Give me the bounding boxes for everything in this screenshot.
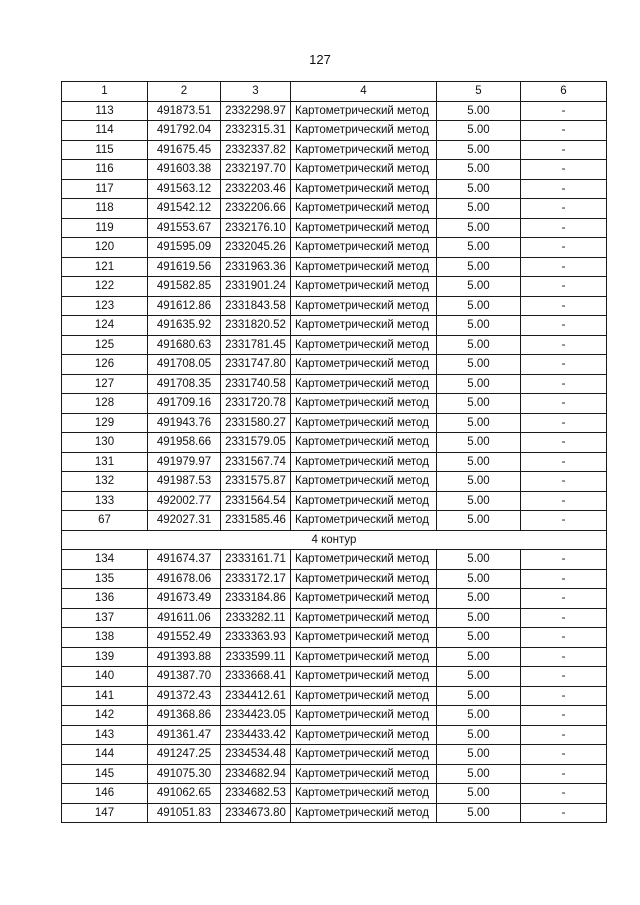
table-row bbox=[62, 452, 607, 472]
column-header-5: 5 bbox=[437, 82, 521, 102]
x-coordinate-cell: 491247.25 bbox=[148, 745, 221, 765]
y-coordinate-cell: 2332176.10 bbox=[221, 218, 291, 238]
point-number-cell: 133 bbox=[62, 491, 148, 511]
table-row bbox=[62, 374, 607, 394]
method-cell: Картометрический метод bbox=[291, 433, 437, 453]
x-coordinate-cell: 491680.63 bbox=[148, 335, 221, 355]
x-coordinate-cell: 491943.76 bbox=[148, 413, 221, 433]
table-row bbox=[62, 218, 607, 238]
x-coordinate-cell: 492027.31 bbox=[148, 511, 221, 531]
table-row bbox=[62, 140, 607, 160]
y-coordinate-cell: 2331781.45 bbox=[221, 335, 291, 355]
x-coordinate-cell: 491708.35 bbox=[148, 374, 221, 394]
x-coordinate-cell: 491553.67 bbox=[148, 218, 221, 238]
table-row bbox=[62, 257, 607, 277]
note-cell: - bbox=[521, 784, 607, 804]
method-cell: Картометрический метод bbox=[291, 257, 437, 277]
table-row bbox=[62, 277, 607, 297]
x-coordinate-cell: 491075.30 bbox=[148, 764, 221, 784]
accuracy-cell: 5.00 bbox=[437, 452, 521, 472]
y-coordinate-cell: 2334682.53 bbox=[221, 784, 291, 804]
point-number-cell: 118 bbox=[62, 199, 148, 219]
point-number-cell: 121 bbox=[62, 257, 148, 277]
y-coordinate-cell: 2331580.27 bbox=[221, 413, 291, 433]
point-number-cell: 120 bbox=[62, 238, 148, 258]
point-number-cell: 115 bbox=[62, 140, 148, 160]
point-number-cell: 135 bbox=[62, 569, 148, 589]
method-cell: Картометрический метод bbox=[291, 550, 437, 570]
note-cell: - bbox=[521, 296, 607, 316]
x-coordinate-cell: 491062.65 bbox=[148, 784, 221, 804]
accuracy-cell: 5.00 bbox=[437, 160, 521, 180]
note-cell: - bbox=[521, 433, 607, 453]
y-coordinate-cell: 2334423.05 bbox=[221, 706, 291, 726]
y-coordinate-cell: 2331747.80 bbox=[221, 355, 291, 375]
note-cell: - bbox=[521, 413, 607, 433]
x-coordinate-cell: 491563.12 bbox=[148, 179, 221, 199]
table-row bbox=[62, 686, 607, 706]
y-coordinate-cell: 2332203.46 bbox=[221, 179, 291, 199]
y-coordinate-cell: 2331579.05 bbox=[221, 433, 291, 453]
column-header-3: 3 bbox=[221, 82, 291, 102]
point-number-cell: 124 bbox=[62, 316, 148, 336]
y-coordinate-cell: 2331575.87 bbox=[221, 472, 291, 492]
point-number-cell: 127 bbox=[62, 374, 148, 394]
table-row bbox=[62, 433, 607, 453]
accuracy-cell: 5.00 bbox=[437, 374, 521, 394]
x-coordinate-cell: 491368.86 bbox=[148, 706, 221, 726]
x-coordinate-cell: 492002.77 bbox=[148, 491, 221, 511]
note-cell: - bbox=[521, 472, 607, 492]
table-row bbox=[62, 413, 607, 433]
column-header-1: 1 bbox=[62, 82, 148, 102]
y-coordinate-cell: 2334412.61 bbox=[221, 686, 291, 706]
accuracy-cell: 5.00 bbox=[437, 296, 521, 316]
x-coordinate-cell: 491678.06 bbox=[148, 569, 221, 589]
method-cell: Картометрический метод bbox=[291, 569, 437, 589]
x-coordinate-cell: 491595.09 bbox=[148, 238, 221, 258]
y-coordinate-cell: 2331740.58 bbox=[221, 374, 291, 394]
method-cell: Картометрический метод bbox=[291, 803, 437, 823]
point-number-cell: 138 bbox=[62, 628, 148, 648]
table-row bbox=[62, 784, 607, 804]
note-cell: - bbox=[521, 608, 607, 628]
method-cell: Картометрический метод bbox=[291, 764, 437, 784]
note-cell: - bbox=[521, 121, 607, 141]
point-number-cell: 116 bbox=[62, 160, 148, 180]
table-row bbox=[62, 511, 607, 531]
accuracy-cell: 5.00 bbox=[437, 277, 521, 297]
table-row bbox=[62, 121, 607, 141]
accuracy-cell: 5.00 bbox=[437, 803, 521, 823]
point-number-cell: 125 bbox=[62, 335, 148, 355]
note-cell: - bbox=[521, 355, 607, 375]
x-coordinate-cell: 491675.45 bbox=[148, 140, 221, 160]
point-number-cell: 145 bbox=[62, 764, 148, 784]
point-number-cell: 136 bbox=[62, 589, 148, 609]
table-row bbox=[62, 394, 607, 414]
x-coordinate-cell: 491361.47 bbox=[148, 725, 221, 745]
column-header-6: 6 bbox=[521, 82, 607, 102]
table-row bbox=[62, 589, 607, 609]
table-row bbox=[62, 296, 607, 316]
x-coordinate-cell: 491393.88 bbox=[148, 647, 221, 667]
note-cell: - bbox=[521, 764, 607, 784]
note-cell: - bbox=[521, 628, 607, 648]
y-coordinate-cell: 2333282.11 bbox=[221, 608, 291, 628]
point-number-cell: 139 bbox=[62, 647, 148, 667]
y-coordinate-cell: 2331585.46 bbox=[221, 511, 291, 531]
note-cell: - bbox=[521, 667, 607, 687]
note-cell: - bbox=[521, 589, 607, 609]
method-cell: Картометрический метод bbox=[291, 101, 437, 121]
accuracy-cell: 5.00 bbox=[437, 608, 521, 628]
note-cell: - bbox=[521, 277, 607, 297]
table-header-row bbox=[62, 82, 607, 102]
table-row bbox=[62, 628, 607, 648]
table-row bbox=[62, 238, 607, 258]
x-coordinate-cell: 491603.38 bbox=[148, 160, 221, 180]
note-cell: - bbox=[521, 218, 607, 238]
point-number-cell: 113 bbox=[62, 101, 148, 121]
x-coordinate-cell: 491372.43 bbox=[148, 686, 221, 706]
note-cell: - bbox=[521, 647, 607, 667]
accuracy-cell: 5.00 bbox=[437, 706, 521, 726]
table-row bbox=[62, 764, 607, 784]
method-cell: Картометрический метод bbox=[291, 140, 437, 160]
table-row bbox=[62, 745, 607, 765]
method-cell: Картометрический метод bbox=[291, 784, 437, 804]
note-cell: - bbox=[521, 452, 607, 472]
note-cell: - bbox=[521, 745, 607, 765]
point-number-cell: 119 bbox=[62, 218, 148, 238]
page-number: 127 bbox=[309, 52, 331, 67]
y-coordinate-cell: 2332315.31 bbox=[221, 121, 291, 141]
method-cell: Картометрический метод bbox=[291, 199, 437, 219]
note-cell: - bbox=[521, 394, 607, 414]
point-number-cell: 146 bbox=[62, 784, 148, 804]
method-cell: Картометрический метод bbox=[291, 316, 437, 336]
y-coordinate-cell: 2333172.17 bbox=[221, 569, 291, 589]
point-number-cell: 142 bbox=[62, 706, 148, 726]
accuracy-cell: 5.00 bbox=[437, 316, 521, 336]
method-cell: Картометрический метод bbox=[291, 725, 437, 745]
table-row bbox=[62, 316, 607, 336]
x-coordinate-cell: 491542.12 bbox=[148, 199, 221, 219]
point-number-cell: 131 bbox=[62, 452, 148, 472]
note-cell: - bbox=[521, 374, 607, 394]
x-coordinate-cell: 491987.53 bbox=[148, 472, 221, 492]
y-coordinate-cell: 2334433.42 bbox=[221, 725, 291, 745]
column-header-4: 4 bbox=[291, 82, 437, 102]
x-coordinate-cell: 491709.16 bbox=[148, 394, 221, 414]
section-row bbox=[62, 530, 607, 550]
accuracy-cell: 5.00 bbox=[437, 511, 521, 531]
column-header-2: 2 bbox=[148, 82, 221, 102]
note-cell: - bbox=[521, 491, 607, 511]
accuracy-cell: 5.00 bbox=[437, 101, 521, 121]
note-cell: - bbox=[521, 160, 607, 180]
accuracy-cell: 5.00 bbox=[437, 667, 521, 687]
note-cell: - bbox=[521, 335, 607, 355]
note-cell: - bbox=[521, 550, 607, 570]
accuracy-cell: 5.00 bbox=[437, 238, 521, 258]
y-coordinate-cell: 2333184.86 bbox=[221, 589, 291, 609]
point-number-cell: 114 bbox=[62, 121, 148, 141]
method-cell: Картометрический метод bbox=[291, 179, 437, 199]
x-coordinate-cell: 491612.86 bbox=[148, 296, 221, 316]
note-cell: - bbox=[521, 238, 607, 258]
table-row bbox=[62, 160, 607, 180]
x-coordinate-cell: 491873.51 bbox=[148, 101, 221, 121]
accuracy-cell: 5.00 bbox=[437, 121, 521, 141]
point-number-cell: 143 bbox=[62, 725, 148, 745]
accuracy-cell: 5.00 bbox=[437, 199, 521, 219]
point-number-cell: 129 bbox=[62, 413, 148, 433]
section-label: 4 контур bbox=[62, 530, 607, 550]
note-cell: - bbox=[521, 511, 607, 531]
y-coordinate-cell: 2333668.41 bbox=[221, 667, 291, 687]
table-row bbox=[62, 199, 607, 219]
method-cell: Картометрический метод bbox=[291, 667, 437, 687]
method-cell: Картометрический метод bbox=[291, 296, 437, 316]
y-coordinate-cell: 2333161.71 bbox=[221, 550, 291, 570]
note-cell: - bbox=[521, 725, 607, 745]
y-coordinate-cell: 2333599.11 bbox=[221, 647, 291, 667]
table-row bbox=[62, 569, 607, 589]
accuracy-cell: 5.00 bbox=[437, 589, 521, 609]
accuracy-cell: 5.00 bbox=[437, 764, 521, 784]
table-row bbox=[62, 647, 607, 667]
note-cell: - bbox=[521, 569, 607, 589]
point-number-cell: 134 bbox=[62, 550, 148, 570]
accuracy-cell: 5.00 bbox=[437, 725, 521, 745]
accuracy-cell: 5.00 bbox=[437, 647, 521, 667]
x-coordinate-cell: 491708.05 bbox=[148, 355, 221, 375]
x-coordinate-cell: 491979.97 bbox=[148, 452, 221, 472]
accuracy-cell: 5.00 bbox=[437, 491, 521, 511]
y-coordinate-cell: 2332206.66 bbox=[221, 199, 291, 219]
y-coordinate-cell: 2331720.78 bbox=[221, 394, 291, 414]
table-row bbox=[62, 725, 607, 745]
coordinates-table bbox=[61, 81, 607, 823]
point-number-cell: 137 bbox=[62, 608, 148, 628]
x-coordinate-cell: 491051.83 bbox=[148, 803, 221, 823]
table-row bbox=[62, 335, 607, 355]
accuracy-cell: 5.00 bbox=[437, 335, 521, 355]
point-number-cell: 126 bbox=[62, 355, 148, 375]
y-coordinate-cell: 2331820.52 bbox=[221, 316, 291, 336]
method-cell: Картометрический метод bbox=[291, 472, 437, 492]
accuracy-cell: 5.00 bbox=[437, 355, 521, 375]
table-row bbox=[62, 608, 607, 628]
method-cell: Картометрический метод bbox=[291, 335, 437, 355]
note-cell: - bbox=[521, 140, 607, 160]
x-coordinate-cell: 491674.37 bbox=[148, 550, 221, 570]
y-coordinate-cell: 2331567.74 bbox=[221, 452, 291, 472]
table-body bbox=[62, 101, 607, 823]
accuracy-cell: 5.00 bbox=[437, 218, 521, 238]
note-cell: - bbox=[521, 257, 607, 277]
accuracy-cell: 5.00 bbox=[437, 745, 521, 765]
table-row bbox=[62, 101, 607, 121]
point-number-cell: 123 bbox=[62, 296, 148, 316]
method-cell: Картометрический метод bbox=[291, 218, 437, 238]
note-cell: - bbox=[521, 706, 607, 726]
point-number-cell: 140 bbox=[62, 667, 148, 687]
note-cell: - bbox=[521, 101, 607, 121]
y-coordinate-cell: 2334534.48 bbox=[221, 745, 291, 765]
point-number-cell: 117 bbox=[62, 179, 148, 199]
table-row bbox=[62, 491, 607, 511]
table-row bbox=[62, 803, 607, 823]
y-coordinate-cell: 2332337.82 bbox=[221, 140, 291, 160]
method-cell: Картометрический метод bbox=[291, 394, 437, 414]
y-coordinate-cell: 2331564.54 bbox=[221, 491, 291, 511]
method-cell: Картометрический метод bbox=[291, 452, 437, 472]
y-coordinate-cell: 2331901.24 bbox=[221, 277, 291, 297]
x-coordinate-cell: 491552.49 bbox=[148, 628, 221, 648]
y-coordinate-cell: 2331963.36 bbox=[221, 257, 291, 277]
method-cell: Картометрический метод bbox=[291, 608, 437, 628]
accuracy-cell: 5.00 bbox=[437, 686, 521, 706]
accuracy-cell: 5.00 bbox=[437, 569, 521, 589]
accuracy-cell: 5.00 bbox=[437, 140, 521, 160]
note-cell: - bbox=[521, 179, 607, 199]
y-coordinate-cell: 2334682.94 bbox=[221, 764, 291, 784]
y-coordinate-cell: 2332298.97 bbox=[221, 101, 291, 121]
point-number-cell: 130 bbox=[62, 433, 148, 453]
accuracy-cell: 5.00 bbox=[437, 472, 521, 492]
note-cell: - bbox=[521, 199, 607, 219]
point-number-cell: 132 bbox=[62, 472, 148, 492]
accuracy-cell: 5.00 bbox=[437, 394, 521, 414]
method-cell: Картометрический метод bbox=[291, 647, 437, 667]
accuracy-cell: 5.00 bbox=[437, 784, 521, 804]
point-number-cell: 144 bbox=[62, 745, 148, 765]
y-coordinate-cell: 2333363.93 bbox=[221, 628, 291, 648]
x-coordinate-cell: 491792.04 bbox=[148, 121, 221, 141]
point-number-cell: 128 bbox=[62, 394, 148, 414]
accuracy-cell: 5.00 bbox=[437, 628, 521, 648]
method-cell: Картометрический метод bbox=[291, 277, 437, 297]
y-coordinate-cell: 2334673.80 bbox=[221, 803, 291, 823]
x-coordinate-cell: 491958.66 bbox=[148, 433, 221, 453]
x-coordinate-cell: 491673.49 bbox=[148, 589, 221, 609]
x-coordinate-cell: 491619.56 bbox=[148, 257, 221, 277]
method-cell: Картометрический метод bbox=[291, 238, 437, 258]
method-cell: Картометрический метод bbox=[291, 160, 437, 180]
point-number-cell: 141 bbox=[62, 686, 148, 706]
y-coordinate-cell: 2332045.26 bbox=[221, 238, 291, 258]
y-coordinate-cell: 2331843.58 bbox=[221, 296, 291, 316]
accuracy-cell: 5.00 bbox=[437, 179, 521, 199]
table-row bbox=[62, 706, 607, 726]
point-number-cell: 122 bbox=[62, 277, 148, 297]
method-cell: Картометрический метод bbox=[291, 491, 437, 511]
x-coordinate-cell: 491635.92 bbox=[148, 316, 221, 336]
table-row bbox=[62, 472, 607, 492]
note-cell: - bbox=[521, 316, 607, 336]
accuracy-cell: 5.00 bbox=[437, 550, 521, 570]
method-cell: Картометрический метод bbox=[291, 355, 437, 375]
note-cell: - bbox=[521, 686, 607, 706]
table-row bbox=[62, 355, 607, 375]
table-row bbox=[62, 550, 607, 570]
point-number-cell: 67 bbox=[62, 511, 148, 531]
method-cell: Картометрический метод bbox=[291, 589, 437, 609]
method-cell: Картометрический метод bbox=[291, 686, 437, 706]
y-coordinate-cell: 2332197.70 bbox=[221, 160, 291, 180]
x-coordinate-cell: 491387.70 bbox=[148, 667, 221, 687]
method-cell: Картометрический метод bbox=[291, 511, 437, 531]
accuracy-cell: 5.00 bbox=[437, 257, 521, 277]
note-cell: - bbox=[521, 803, 607, 823]
method-cell: Картометрический метод bbox=[291, 374, 437, 394]
method-cell: Картометрический метод bbox=[291, 706, 437, 726]
table-row bbox=[62, 667, 607, 687]
method-cell: Картометрический метод bbox=[291, 628, 437, 648]
accuracy-cell: 5.00 bbox=[437, 433, 521, 453]
point-number-cell: 147 bbox=[62, 803, 148, 823]
accuracy-cell: 5.00 bbox=[437, 413, 521, 433]
x-coordinate-cell: 491582.85 bbox=[148, 277, 221, 297]
x-coordinate-cell: 491611.06 bbox=[148, 608, 221, 628]
method-cell: Картометрический метод bbox=[291, 745, 437, 765]
method-cell: Картометрический метод bbox=[291, 413, 437, 433]
method-cell: Картометрический метод bbox=[291, 121, 437, 141]
table-row bbox=[62, 179, 607, 199]
